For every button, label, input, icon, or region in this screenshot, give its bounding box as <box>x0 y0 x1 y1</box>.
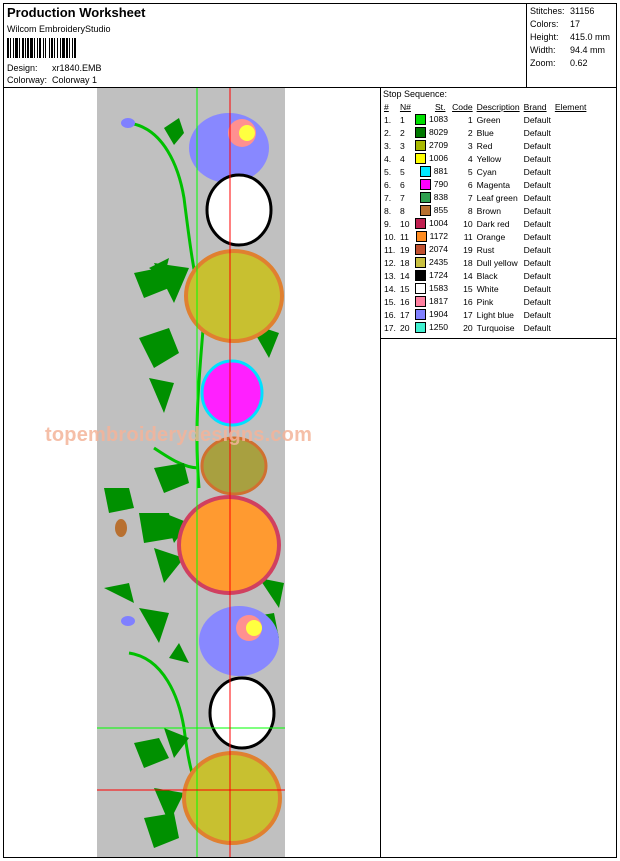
color-description: Cyan <box>476 166 497 177</box>
brand: Default <box>523 127 551 138</box>
stitch-cell <box>413 295 450 308</box>
col-header: N# <box>399 102 411 112</box>
element <box>553 217 589 230</box>
stitch-cell <box>413 139 450 152</box>
brand: Default <box>523 244 551 255</box>
stats-panel <box>527 4 616 88</box>
col-header: Description <box>476 102 520 112</box>
color-code: 20 <box>463 322 473 333</box>
stitch-cell <box>413 126 450 139</box>
stitch-count: 1904 <box>428 308 449 319</box>
element <box>553 178 589 191</box>
stitch-cell <box>413 113 450 126</box>
color-swatch <box>416 231 427 242</box>
stop-sequence-panel <box>381 88 616 339</box>
page-title: Production Worksheet <box>7 5 146 20</box>
row-number: 15. <box>384 296 396 307</box>
stitch-count: 1004 <box>428 217 449 228</box>
col-header: St. <box>434 102 446 112</box>
row-number: 11. <box>384 244 396 255</box>
color-description: Light blue <box>476 309 514 320</box>
needle-number: 15 <box>399 283 410 294</box>
color-description: Dull yellow <box>476 257 518 268</box>
color-description: Dark red <box>476 218 510 229</box>
stat-height <box>530 32 610 42</box>
color-description: Orange <box>476 231 506 242</box>
stitch-cell <box>413 321 450 334</box>
brand: Default <box>523 322 551 333</box>
stat-value: 31156 <box>570 6 595 16</box>
col-header: # <box>384 102 389 112</box>
row-number: 13. <box>384 270 396 281</box>
color-code: 19 <box>463 244 473 255</box>
color-description: Blue <box>476 127 494 138</box>
color-swatch <box>415 244 426 255</box>
color-description: Yellow <box>476 153 502 164</box>
needle-number: 4 <box>399 153 405 164</box>
color-code: 14 <box>463 270 473 281</box>
color-description: Turquoise <box>476 322 515 333</box>
color-swatch <box>415 296 426 307</box>
color-swatch <box>415 153 426 164</box>
color-swatch <box>415 257 426 268</box>
color-code: 10 <box>463 218 473 229</box>
table-row <box>382 217 588 230</box>
row-number: 14. <box>384 283 396 294</box>
stitch-count: 2435 <box>428 256 449 267</box>
needle-number: 2 <box>399 127 405 138</box>
element <box>553 243 589 256</box>
stitch-cell <box>413 243 450 256</box>
stitch-count: 855 <box>433 204 449 215</box>
stop-sequence-title: Stop Sequence: <box>383 89 448 99</box>
design-label: Design: <box>7 63 38 73</box>
table-row <box>382 191 588 204</box>
brand: Default <box>523 205 551 216</box>
color-swatch <box>420 166 431 177</box>
design-row <box>7 63 102 73</box>
barcode-bar <box>76 38 77 58</box>
element <box>553 256 589 269</box>
row-number: 3. <box>384 140 392 151</box>
stitch-count: 1083 <box>428 113 449 124</box>
brand: Default <box>523 270 551 281</box>
color-code: 7 <box>467 192 473 203</box>
stitch-cell <box>413 282 450 295</box>
needle-number: 17 <box>399 309 410 320</box>
color-swatch <box>415 218 426 229</box>
color-description: Leaf green <box>476 192 518 203</box>
color-description: Red <box>476 140 493 151</box>
color-swatch <box>420 205 431 216</box>
stitch-count: 2709 <box>428 139 449 150</box>
colorway-row <box>7 75 97 85</box>
color-description: White <box>476 283 499 294</box>
color-swatch <box>420 192 431 203</box>
table-row <box>382 243 588 256</box>
element <box>553 321 589 334</box>
stitch-count: 8029 <box>428 126 449 137</box>
row-number: 8. <box>384 205 392 216</box>
embroidery-design-image <box>4 88 381 857</box>
color-swatch <box>415 270 426 281</box>
color-swatch <box>415 140 426 151</box>
table-row <box>382 204 588 217</box>
stat-width <box>530 45 605 55</box>
color-description: Magenta <box>476 179 511 190</box>
design-preview <box>4 88 381 857</box>
row-number: 7. <box>384 192 392 203</box>
brand: Default <box>523 231 551 242</box>
table-row <box>382 321 588 334</box>
color-code: 8 <box>467 205 473 216</box>
color-swatch <box>420 179 431 190</box>
stitch-cell <box>413 308 450 321</box>
color-code: 5 <box>467 166 473 177</box>
element <box>553 113 589 126</box>
header-info-panel <box>4 4 527 88</box>
brand: Default <box>523 309 551 320</box>
stat-value: 17 <box>570 19 581 29</box>
brand: Default <box>523 296 551 307</box>
stat-colors <box>530 19 580 29</box>
element <box>553 295 589 308</box>
stat-value: 94.4 mm <box>570 45 606 55</box>
color-code: 11 <box>463 231 473 242</box>
table-row <box>382 126 588 139</box>
table-row <box>382 282 588 295</box>
color-code: 17 <box>463 309 473 320</box>
row-number: 16. <box>384 309 396 320</box>
brand: Default <box>523 166 551 177</box>
needle-number: 5 <box>399 166 405 177</box>
stitch-cell <box>413 178 450 191</box>
color-description: Black <box>476 270 498 281</box>
element <box>553 308 589 321</box>
color-description: Pink <box>476 296 494 307</box>
color-swatch <box>415 309 426 320</box>
stat-stitches <box>530 6 594 16</box>
row-number: 2. <box>384 127 392 138</box>
colorway-value: Colorway 1 <box>52 75 98 85</box>
table-row <box>382 165 588 178</box>
color-code: 16 <box>463 296 473 307</box>
needle-number: 7 <box>399 192 405 203</box>
color-swatch <box>415 127 426 138</box>
stitch-count: 1724 <box>428 269 449 280</box>
table-row <box>382 113 588 126</box>
element <box>553 269 589 282</box>
stitch-count: 1817 <box>428 295 449 306</box>
element <box>553 152 589 165</box>
table-row <box>382 152 588 165</box>
col-header: Element <box>554 102 587 112</box>
element <box>553 165 589 178</box>
brand: Default <box>523 218 551 229</box>
table-row <box>382 295 588 308</box>
row-number: 5. <box>384 166 392 177</box>
table-row <box>382 230 588 243</box>
element <box>553 126 589 139</box>
stat-value: 0.62 <box>570 58 588 68</box>
color-code: 18 <box>463 257 473 268</box>
brand: Default <box>523 283 551 294</box>
color-swatch <box>415 322 426 333</box>
color-description: Green <box>476 114 501 125</box>
table-row <box>382 256 588 269</box>
row-number: 10. <box>384 231 396 242</box>
stat-zoom <box>530 58 588 68</box>
table-row <box>382 308 588 321</box>
color-swatch <box>415 283 426 294</box>
colorway-label: Colorway: <box>7 75 48 85</box>
stitch-cell <box>413 256 450 269</box>
element <box>553 204 589 217</box>
col-header: Brand <box>523 102 547 112</box>
stitch-cell <box>413 204 450 217</box>
color-code: 2 <box>467 127 473 138</box>
stat-label: Zoom: <box>530 58 556 68</box>
needle-number: 18 <box>399 257 410 268</box>
design-value: xr1840.EMB <box>52 63 102 73</box>
table-row <box>382 269 588 282</box>
table-row <box>382 178 588 191</box>
stitch-cell <box>413 165 450 178</box>
watermark-text: topembroiderydesigns.com <box>45 424 313 446</box>
needle-number: 8 <box>399 205 405 216</box>
element <box>553 230 589 243</box>
stitch-count: 881 <box>433 165 449 176</box>
stitch-count: 838 <box>433 191 449 202</box>
color-code: 1 <box>467 114 473 125</box>
needle-number: 14 <box>399 270 410 281</box>
row-number: 17. <box>384 322 396 333</box>
needle-number: 10 <box>399 218 410 229</box>
color-code: 15 <box>463 283 473 294</box>
stitch-count: 1583 <box>428 282 449 293</box>
software-name: Wilcom EmbroideryStudio <box>7 24 111 34</box>
stitch-cell <box>413 152 450 165</box>
stitch-cell <box>413 230 450 243</box>
stitch-cell <box>413 217 450 230</box>
needle-number: 20 <box>399 322 410 333</box>
stitch-count: 1006 <box>428 152 449 163</box>
needle-number: 1 <box>399 114 405 125</box>
color-swatch <box>415 114 426 125</box>
needle-number: 11 <box>399 231 409 242</box>
brand: Default <box>523 179 551 190</box>
needle-number: 16 <box>399 296 410 307</box>
row-number: 9. <box>384 218 392 229</box>
stat-value: 415.0 mm <box>570 32 611 42</box>
stitch-cell <box>413 191 450 204</box>
table-header-row <box>382 101 588 113</box>
brand: Default <box>523 257 551 268</box>
brand: Default <box>523 153 551 164</box>
row-number: 12. <box>384 257 396 268</box>
color-code: 3 <box>467 140 473 151</box>
stitch-count: 790 <box>433 178 449 189</box>
row-number: 6. <box>384 179 392 190</box>
stat-label: Stitches: <box>530 6 565 16</box>
stitch-count: 1172 <box>429 230 449 241</box>
brand: Default <box>523 114 551 125</box>
needle-number: 3 <box>399 140 405 151</box>
stat-label: Width: <box>530 45 556 55</box>
worksheet-frame <box>3 3 617 858</box>
element <box>553 139 589 152</box>
stitch-cell <box>413 269 450 282</box>
stat-label: Colors: <box>530 19 559 29</box>
stop-sequence-table <box>382 101 588 334</box>
needle-number: 6 <box>399 179 405 190</box>
barcode <box>7 38 131 58</box>
color-description: Rust <box>476 244 495 255</box>
row-number: 1. <box>384 114 392 125</box>
stitch-count: 2074 <box>428 243 449 254</box>
needle-number: 19 <box>399 244 410 255</box>
brand: Default <box>523 192 551 203</box>
color-description: Brown <box>476 205 501 216</box>
element <box>553 282 589 295</box>
table-row <box>382 139 588 152</box>
color-code: 4 <box>467 153 473 164</box>
element <box>553 191 589 204</box>
stat-label: Height: <box>530 32 559 42</box>
brand: Default <box>523 140 551 151</box>
stitch-count: 1250 <box>428 321 449 332</box>
color-code: 6 <box>467 179 473 190</box>
col-header: Code <box>452 102 473 112</box>
row-number: 4. <box>384 153 392 164</box>
